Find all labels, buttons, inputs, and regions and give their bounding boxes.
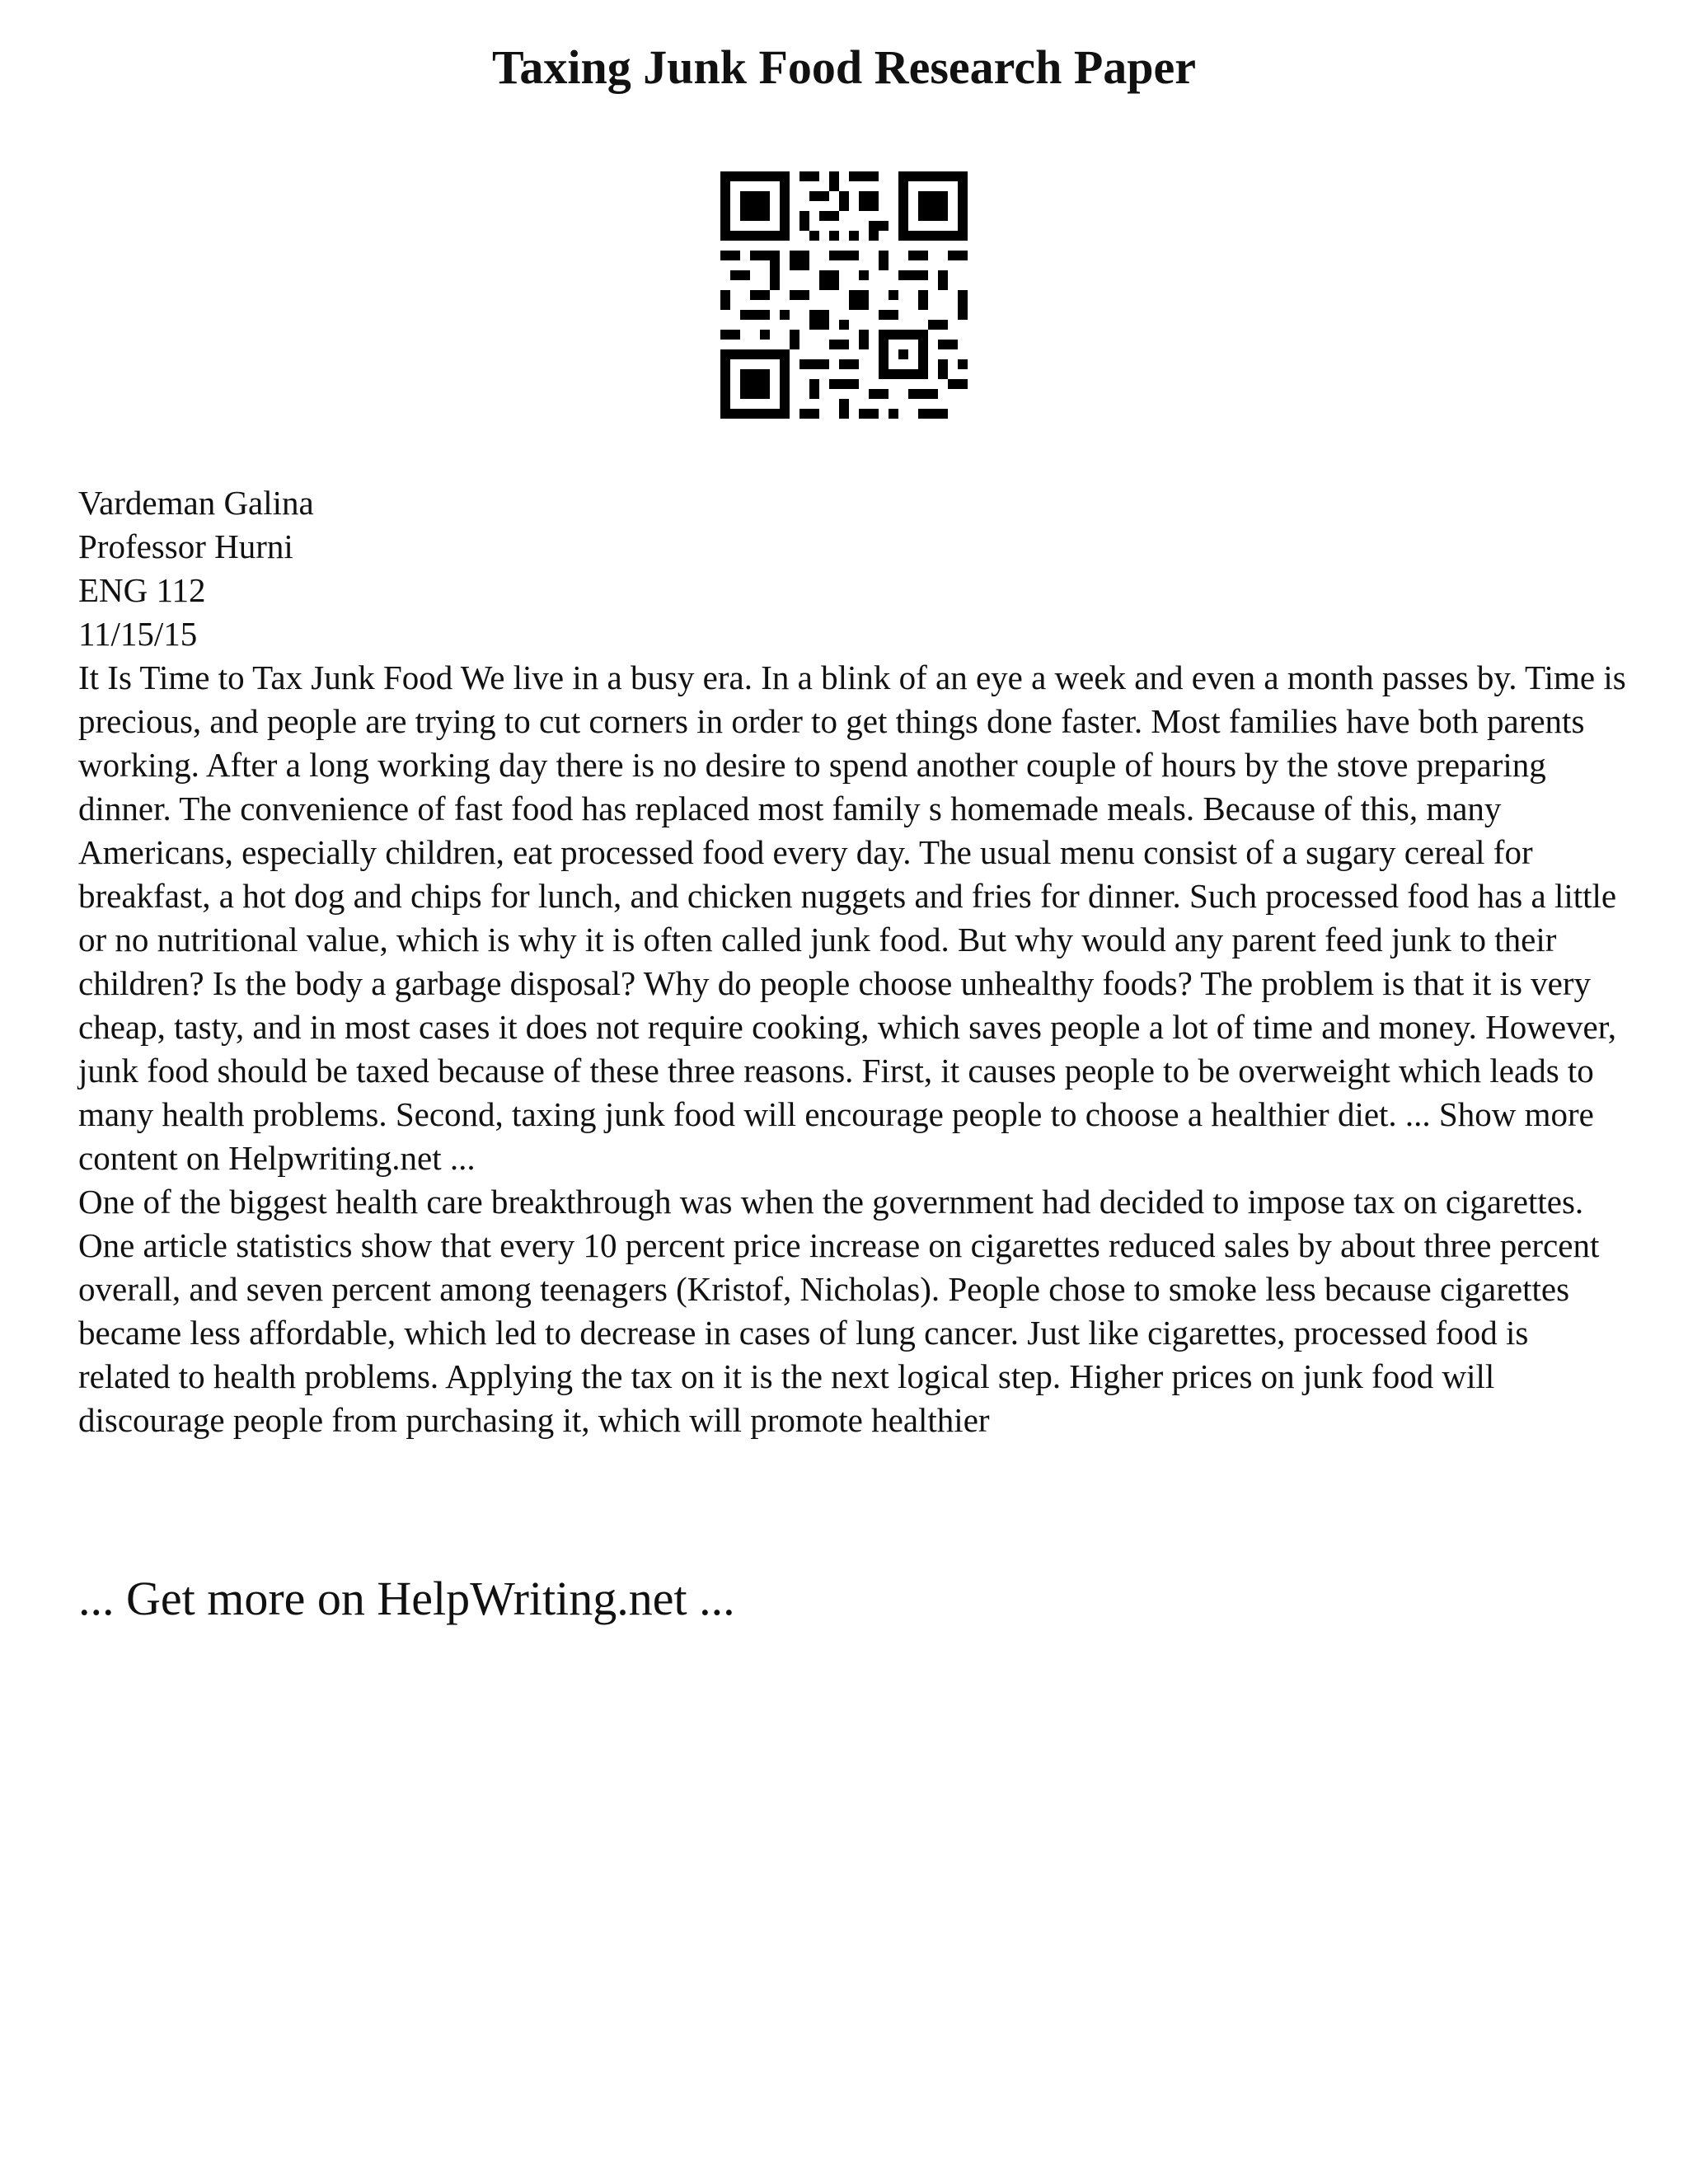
date: 11/15/15 — [78, 615, 198, 653]
professor-name: Professor Hurni — [78, 527, 293, 565]
page-title: Taxing Junk Food Research Paper — [492, 40, 1196, 94]
paragraph: One of the biggest health care breakthrough was when the government had decided to impose tax on cigarettes. One article statistics show that every 10 percent price increase on cigarettes reduced sales by about three percent overall, and seven percent among teenagers (Kristof, Nicholas). People chose to smoke less because cigarettes became less affordable, which led to decrease in cases of lung cancer. Just like cigarettes, processed food is related to health problems. Applying the tax on it is the next logical step. Higher prices on junk food will discourage people from purchasing it, which will promote healthier — [78, 1183, 1600, 1439]
course-code: ENG 112 — [78, 571, 206, 609]
qr-code[interactable] — [720, 171, 968, 419]
author-header — [78, 481, 1628, 656]
paragraph: It Is Time to Tax Junk Food We live in a busy era. In a blink of an eye a week and even a month passes by. Time is precious, and people are trying to cut corners in order to get things done faster. Most families have both parents working. After a long working day there is no desire to spend another couple of hours by the stove preparing dinner. The convenience of fast food has replaced most family s homemade meals. Because of this, many Americans, especially children, eat processed food every day. The usual menu consist of a sugary cereal for breakfast, a hot dog and chips for lunch, and chicken nuggets and fries for dinner. Such processed food has a little or no nutritional value, which is why it is often called junk food. But why would any parent feed junk to their children? Is the body a garbage disposal? Why do people choose unhealthy foods? The problem is that it is very cheap, tasty, and in most cases it does not require cooking, which saves people a lot of time and money. However, junk food should be taxed because of these three reasons. First, it causes people to be overweight which leads to many health problems. Second, taxing junk food will encourage people to choose a healthier diet. ... Show more content on Helpwriting.net ... — [78, 658, 1626, 1177]
author-name: Vardeman Galina — [78, 484, 314, 522]
qr-code-icon — [720, 171, 968, 419]
essay-body — [78, 656, 1628, 1442]
get-more-link[interactable]: ... Get more on HelpWriting.net ... — [78, 1572, 735, 1625]
